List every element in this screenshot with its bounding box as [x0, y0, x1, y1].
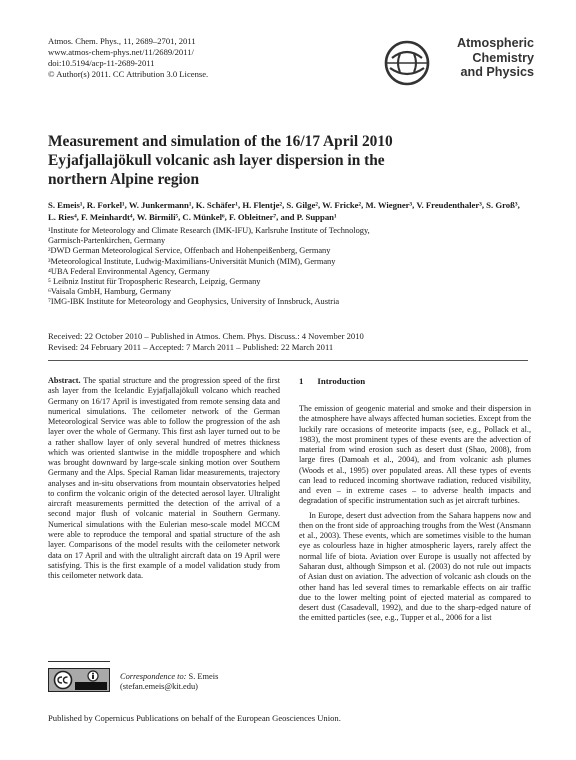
affiliation: ⁶Vaisala GmbH, Hamburg, Germany — [48, 287, 172, 297]
affiliation: ³Meteorological Institute, Ludwig-Maximilians-Universität Munich (MIM), Germany — [48, 256, 336, 266]
affiliation: ⁷IMG-IBK Institute for Meteorology and Geophysics, University of Innsbruck, Austria — [48, 297, 340, 307]
cc-by-license-icon — [48, 668, 110, 692]
correspondence — [120, 672, 218, 693]
paper-title — [48, 132, 518, 189]
received-line: Received: 22 October 2010 – Published in Atmos. Chem. Phys. Discuss.: 4 November 2010 — [48, 331, 364, 341]
title-line: northern Alpine region — [48, 171, 200, 188]
journal-logo — [380, 26, 540, 96]
author-list: S. Emeis¹, R. Forkel¹, W. Junkermann¹, K. Schäfer¹, H. Flentje², S. Gilge², W. Fricke², M. Wiegner³, V. Freudenthaler³, S. Groß³, L. Ries⁴, F. Meinhardt⁴, W. Birmili⁵, C. Münkel⁶, F. Obleitner⁷, and P. Suppan¹ — [48, 200, 520, 222]
affiliation: ²DWD German Meteorological Service, Offenbach and Hohenpeißenberg, Germany — [48, 246, 331, 256]
affiliation: Garmisch-Partenkirchen, Germany — [48, 236, 166, 246]
introduction-body — [299, 404, 531, 624]
revised-line: Revised: 24 February 2011 – Accepted: 7 March 2011 – Published: 22 March 2011 — [48, 342, 334, 352]
correspondence-email[interactable]: (stefan.emeis@kit.edu) — [120, 682, 198, 692]
title-line: Measurement and simulation of the 16/17 April 2010 — [48, 133, 393, 150]
paragraph: In Europe, desert dust advection from the Sahara happens now and then on the front side of approaching troughs from the West (Ansmann et al., 2003). These events, which are sometimes visible to the human eye as colourless haze in higher atmospheric layers, rarely affect the normal life of biota. Aviation over Europe is usually not affected by Saharan dust, although Simpson et al. (2003) do not rule out impacts of Asian dust on aviation. The advection of volcanic ash clouds on the other hand has led several times to remarkable effects on air traffic due to the lower melting point of ejected material as compared to desert dust (Casadevall, 1992), and due to the sharp-edged nature of the emitted particles (see, e.g., Tupper et al., 2006 for a list — [299, 510, 531, 623]
citation-line: Atmos. Chem. Phys., 11, 2689–2701, 2011 — [48, 36, 196, 46]
publication-dates — [48, 331, 364, 353]
journal-logo-text — [457, 36, 534, 80]
affiliation: ⁴UBA Federal Environmental Agency, Germany — [48, 266, 210, 276]
correspondence-name: S. Emeis — [188, 672, 219, 681]
abstract — [48, 376, 280, 581]
publisher-footer: Published by Copernicus Publications on behalf of the European Geosciences Union. — [48, 713, 341, 723]
section-heading — [299, 376, 365, 386]
acp-globe-logo-icon — [382, 38, 432, 88]
affiliation: ¹Institute for Meteorology and Climate Research (IMK-IFU), Karlsruhe Institute of Technology, — [48, 226, 370, 235]
url-line[interactable]: www.atmos-chem-phys.net/11/2689/2011/ — [48, 47, 194, 57]
section-number: 1 — [299, 376, 304, 386]
affiliation: ⁵ Leibniz Institut für Tropospheric Research, Leipzig, Germany — [48, 277, 261, 287]
license-line: © Author(s) 2011. CC Attribution 3.0 License. — [48, 69, 209, 79]
logo-line: Chemistry — [472, 50, 534, 65]
affiliation-list — [48, 226, 528, 308]
abstract-text: The spatial structure and the progression speed of the first ash layer from the Icelandic Eyjafjallajökull volcano which reached Germany on 16/17 April is investigated from remote sensing data and numerical simulations. The ceilometer network of the German Meteorological Service was able to follow the progression of the ash layer over the whole of Germany. This first ash layer turned out to be a rather shallow layer of only several hundred of metres thickness which was oriented slantwise in the middle troposphere and which was brought downward by large-scale sinking motion over Southern Germany and the Alps. Special Raman lidar measurements, trajectory analyses and in-situ observations from mountain observatories helped to confirm the volcanic origin of the detected aerosol layer. Ultralight aircraft measurements permitted the detection of the arrival of a second major flush of volcanic material in Southern Germany. Numerical simulations with the Eulerian meso-scale model MCCM were able to reproduce the temporal and spatial structure of the ash layer. Comparisons of the model results with the ceilometer network data on 17 April and with the ultralight aircraft data on 19 April were satisfying. This is the first example of a model validation study from this ceilometer network data. — [48, 376, 280, 581]
cc-logo-icon — [49, 669, 109, 691]
footnote-divider — [48, 661, 110, 662]
logo-line: Atmospheric — [457, 36, 534, 50]
section-title: Introduction — [317, 376, 366, 386]
abstract-label: Abstract. — [48, 376, 81, 385]
doi-line[interactable]: doi:10.5194/acp-11-2689-2011 — [48, 58, 155, 68]
paragraph: The emission of geogenic material and smoke and their dispersion in the atmosphere have always affected human societies. Except from the luckily rare occasions of meteorite impacts (see, e.g., Pollack et al., 1983), the most prominent types of these events are the advection of material from wind erosion such as desert dust (Shao, 2008), from large fires (Damoah et al., 2004), and from volcanic ash plumes (Woods et al., 1995) over populated areas. All these types of events can lead to reduced incoming shortwave radiation, reduced visibility, and even – in extreme cases – to adverse health impacts and degradation of specific instrumentation such as jet aircraft turbines. — [299, 404, 531, 506]
logo-line: and Physics — [460, 65, 534, 80]
journal-header — [48, 36, 208, 80]
header-divider — [48, 360, 528, 361]
correspondence-label: Correspondence to: — [120, 672, 187, 681]
title-line: Eyjafjallajökull volcanic ash layer dispersion in the — [48, 152, 385, 169]
